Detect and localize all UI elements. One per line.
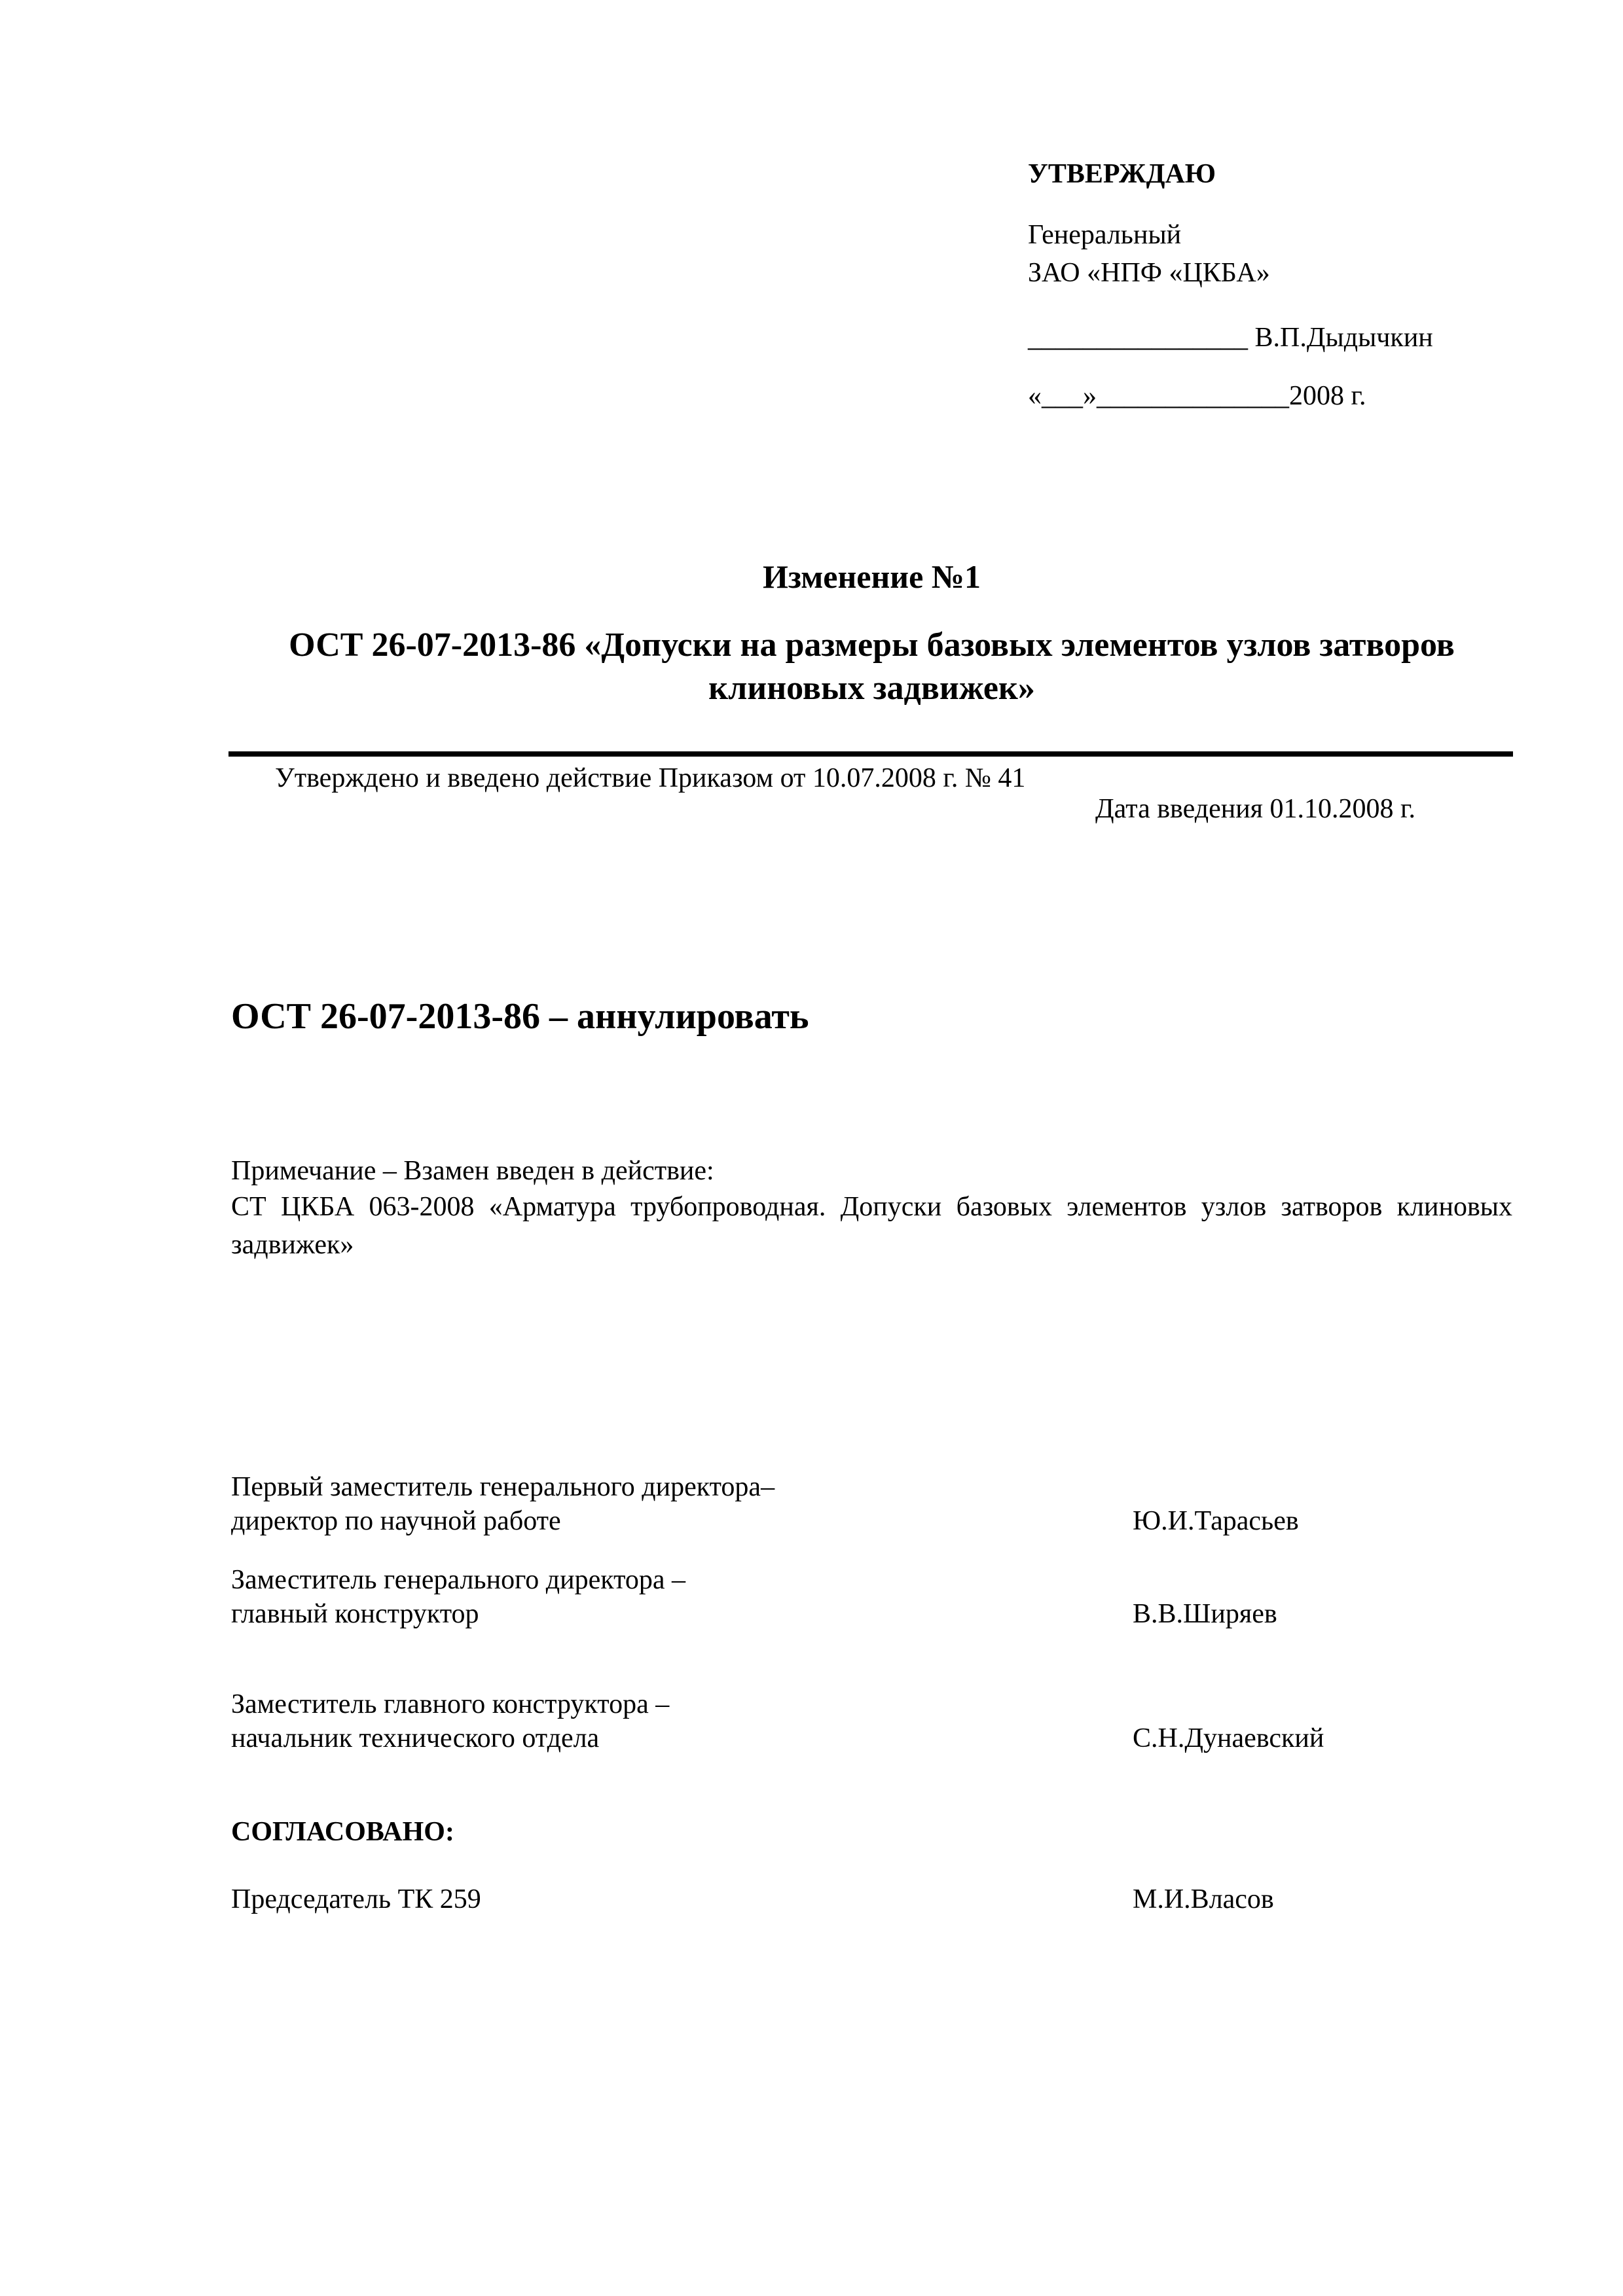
approval-order-note: Утверждено и введено действие Приказом от 10.07.2008 г. № 41 xyxy=(275,763,1026,793)
signature-position-3-line2: начальник технического отдела xyxy=(231,1723,600,1753)
approve-heading: УТВЕРЖДАЮ xyxy=(1028,159,1216,189)
signature-name-1: Ю.И.Тарасьев xyxy=(1133,1506,1299,1536)
effective-date: Дата введения 01.10.2008 г. xyxy=(1095,794,1415,824)
note-intro: Примечание – Взамен введен в действие: xyxy=(231,1156,714,1186)
agreed-heading: СОГЛАСОВАНО: xyxy=(231,1817,454,1847)
approve-signature-line: ________________ В.П.Дыдычкин xyxy=(1028,323,1433,353)
agreed-position: Председатель ТК 259 xyxy=(231,1884,481,1914)
signature-position-2 xyxy=(231,1563,685,1631)
approve-org-line2: ЗАО «НПФ «ЦКБА» xyxy=(1028,258,1270,288)
signature-name-2: В.В.Ширяев xyxy=(1133,1599,1277,1629)
signature-position-3-line1: Заместитель главного конструктора – xyxy=(231,1689,670,1719)
signature-position-1-line2: директор по научной работе xyxy=(231,1506,561,1536)
document-title-text: ОСТ 26-07-2013-86 «Допуски на размеры базовых элементов узлов затворов клиновых задвижек» xyxy=(289,626,1455,707)
signature-position-2-line1: Заместитель генерального директора – xyxy=(231,1565,686,1595)
approve-organization xyxy=(1028,216,1270,292)
document-title xyxy=(231,624,1512,710)
agreed-name: М.И.Власов xyxy=(1133,1884,1274,1914)
horizontal-rule xyxy=(228,751,1513,757)
approve-date-line: «___»______________2008 г. xyxy=(1028,381,1366,411)
annulment-statement: ОСТ 26-07-2013-86 – аннулировать xyxy=(231,996,809,1037)
signature-position-3 xyxy=(231,1687,669,1755)
change-number-title: Изменение №1 xyxy=(762,558,981,595)
signature-position-2-line2: главный конструктор xyxy=(231,1599,479,1629)
note-body: СТ ЦКБА 063-2008 «Арматура трубопроводная. Допуски базовых элементов узлов затворов клиновых задвижек» xyxy=(231,1192,1512,1260)
signature-position-1-line1: Первый заместитель генерального директора– xyxy=(231,1472,775,1502)
approve-org-line1: Генеральный xyxy=(1028,220,1182,250)
signature-name-3: С.Н.Дунаевский xyxy=(1133,1723,1324,1753)
signature-position-1 xyxy=(231,1470,775,1538)
